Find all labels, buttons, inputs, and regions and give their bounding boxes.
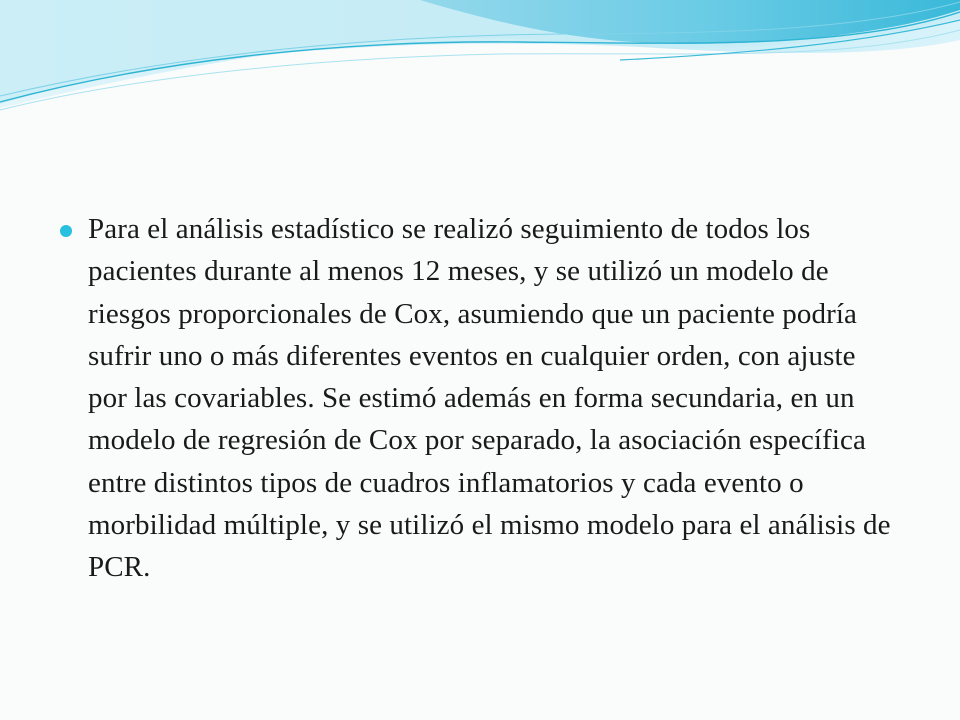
slide-body (60, 208, 900, 589)
bullet-text: Para el análisis estadístico se realizó seguimiento de todos los pacientes durante al menos 12 meses, y se utilizó un modelo de riesgos proporcionales de Cox, asumiendo que un paciente podría sufrir uno o más diferentes eventos en cualquier orden, con ajuste por las covariables. Se estimó además en forma secundaria, en un modelo de regresión de Cox por separado, la asociación específica entre distintos tipos de cuadros inflamatorios y cada evento o morbilidad múltiple, y se utilizó el mismo modelo para el análisis de PCR. (88, 213, 891, 584)
bullet-item (60, 208, 900, 589)
wave-header-decoration (0, 0, 960, 120)
bullet-dot-icon (60, 225, 72, 237)
